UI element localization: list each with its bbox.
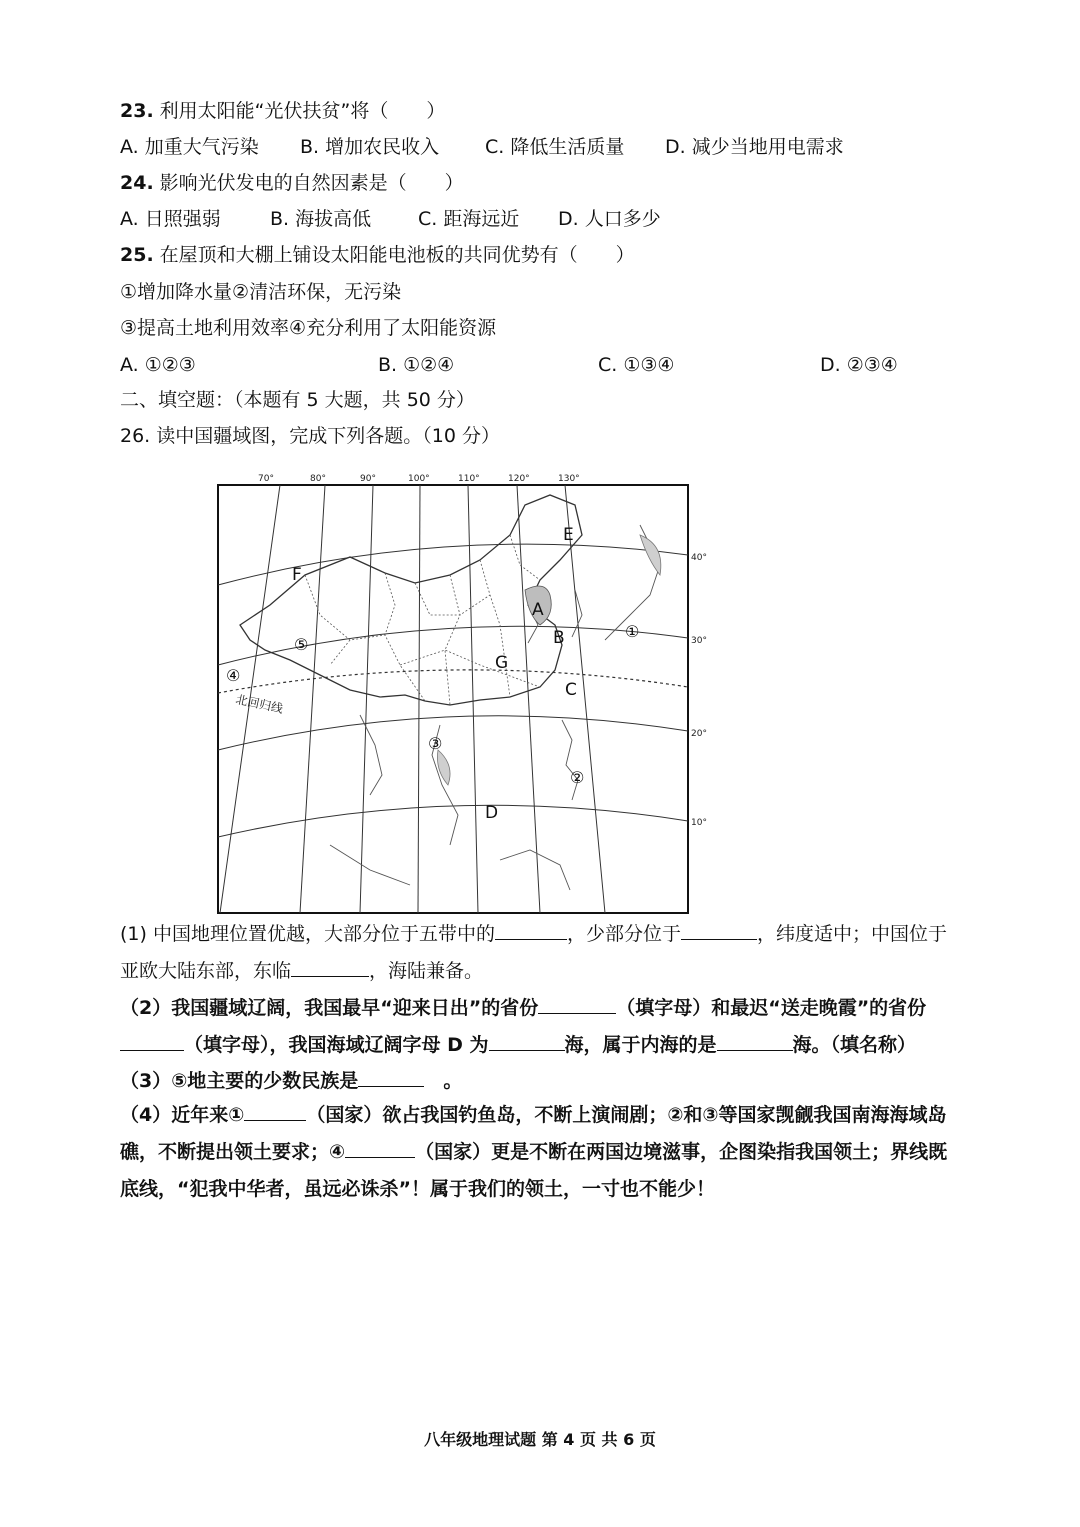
question-24-options — [120, 206, 920, 232]
lon-label-100: 100° — [408, 474, 430, 484]
answer-blank[interactable] — [345, 1137, 415, 1158]
answer-blank[interactable] — [244, 1100, 306, 1121]
question-26-stem: 26. 读中国疆域图，完成下列各题。（10 分） — [120, 425, 500, 447]
answer-blank[interactable] — [681, 919, 757, 940]
sub-question-4: （4）近年来① （国家）欲占我国钓鱼岛，不断上演闹剧；②和③等国家觊觎我国南海海域岛礁，不断提出领土要求；④ （国家）更是不断在两国边境滋事，企图染指我国领土；界线既底线，“犯我中华者，虽远必诛杀”！属于我们的领土，一寸也不能少！ — [120, 1097, 960, 1208]
lon-label-110: 110° — [458, 474, 480, 484]
option-c[interactable]: C. 距海远近 — [418, 208, 520, 230]
lon-label-80: 80° — [310, 474, 326, 484]
lon-label-120: 120° — [508, 474, 530, 484]
option-c[interactable]: C. ①③④ — [598, 354, 675, 376]
option-a[interactable]: A. ①②③ — [120, 354, 196, 376]
question-24 — [120, 170, 464, 196]
lat-label-20: 20° — [691, 729, 707, 739]
option-c[interactable]: C. 降低生活质量 — [485, 136, 625, 158]
question-25-statements-1: ①增加降水量②清洁环保，无污染 — [120, 281, 402, 303]
label-circled-2: ② — [570, 768, 585, 787]
sub-question-2: （2）我国疆域辽阔，我国最早“迎来日出”的省份 （填字母）和最迟“送走晚霞”的省份（填字母），我国海域辽阔字母 D 为 海，属于内海的是 海。（填名称） — [120, 990, 960, 1064]
sub-question-3: （3）⑤地主要的少数民族是 。 — [120, 1063, 960, 1100]
label-circled-4: ④ — [226, 666, 241, 685]
label-circled-1: ① — [625, 622, 640, 641]
option-a[interactable]: A. 日照强弱 — [120, 208, 221, 230]
question-stem: 影响光伏发电的自然因素是（ ） — [159, 172, 464, 194]
lon-label-70: 70° — [258, 474, 274, 484]
tropic-label: 北回归线 — [234, 692, 285, 716]
option-d[interactable]: D. ②③④ — [820, 354, 898, 376]
question-25 — [120, 242, 635, 268]
question-number: 25. — [120, 244, 154, 266]
option-b[interactable]: B. 海拔高低 — [270, 208, 372, 230]
answer-blank[interactable] — [538, 993, 616, 1014]
question-number: 24. — [120, 172, 154, 194]
sub-question-1: (1) 中国地理位置优越，大部分位于五带中的 ，少部分位于 ，纬度适中；中国位于亚欧大陆东部，东临 ，海陆兼备。 — [120, 916, 960, 990]
option-a[interactable]: A. 加重大气污染 — [120, 136, 259, 158]
option-b[interactable]: B. ①②④ — [378, 354, 455, 376]
lon-label-90: 90° — [360, 474, 376, 484]
page-footer: 八年级地理试题 第 4 页 共 6 页 — [424, 1430, 656, 1449]
section-heading: 二、填空题：（本题有 5 大题，共 50 分） — [120, 389, 475, 411]
label-d: D — [485, 803, 499, 823]
question-23 — [120, 98, 445, 124]
option-b[interactable]: B. 增加农民收入 — [300, 136, 440, 158]
answer-blank[interactable] — [489, 1030, 565, 1051]
answer-blank[interactable] — [291, 956, 369, 977]
lat-label-40: 40° — [691, 553, 707, 563]
label-e: E — [563, 525, 574, 545]
label-circled-3: ③ — [428, 734, 443, 753]
answer-blank[interactable] — [358, 1066, 424, 1087]
option-d[interactable]: D. 减少当地用电需求 — [665, 136, 844, 158]
question-number: 23. — [120, 100, 154, 122]
answer-blank[interactable] — [495, 919, 567, 940]
question-25-options — [120, 352, 920, 378]
option-d[interactable]: D. 人口多少 — [558, 208, 661, 230]
label-a: A — [532, 600, 544, 620]
lon-label-130: 130° — [558, 474, 580, 484]
label-b: B — [553, 628, 565, 648]
question-23-options — [120, 134, 920, 160]
answer-blank[interactable] — [120, 1030, 184, 1051]
label-circled-5: ⑤ — [294, 635, 309, 654]
question-stem: 在屋顶和大棚上铺设太阳能电池板的共同优势有（ ） — [159, 244, 635, 266]
question-25-statements-2: ③提高土地利用效率④充分利用了太阳能资源 — [120, 317, 497, 339]
label-f: F — [292, 565, 302, 585]
map-frame — [218, 485, 688, 913]
question-stem: 利用太阳能“光伏扶贫”将（ ） — [159, 100, 446, 122]
label-c: C — [565, 680, 577, 700]
answer-blank[interactable] — [717, 1030, 793, 1051]
china-territory-map — [210, 465, 707, 915]
lat-label-10: 10° — [691, 818, 707, 828]
lat-label-30: 30° — [691, 636, 707, 646]
label-g: G — [495, 653, 509, 673]
